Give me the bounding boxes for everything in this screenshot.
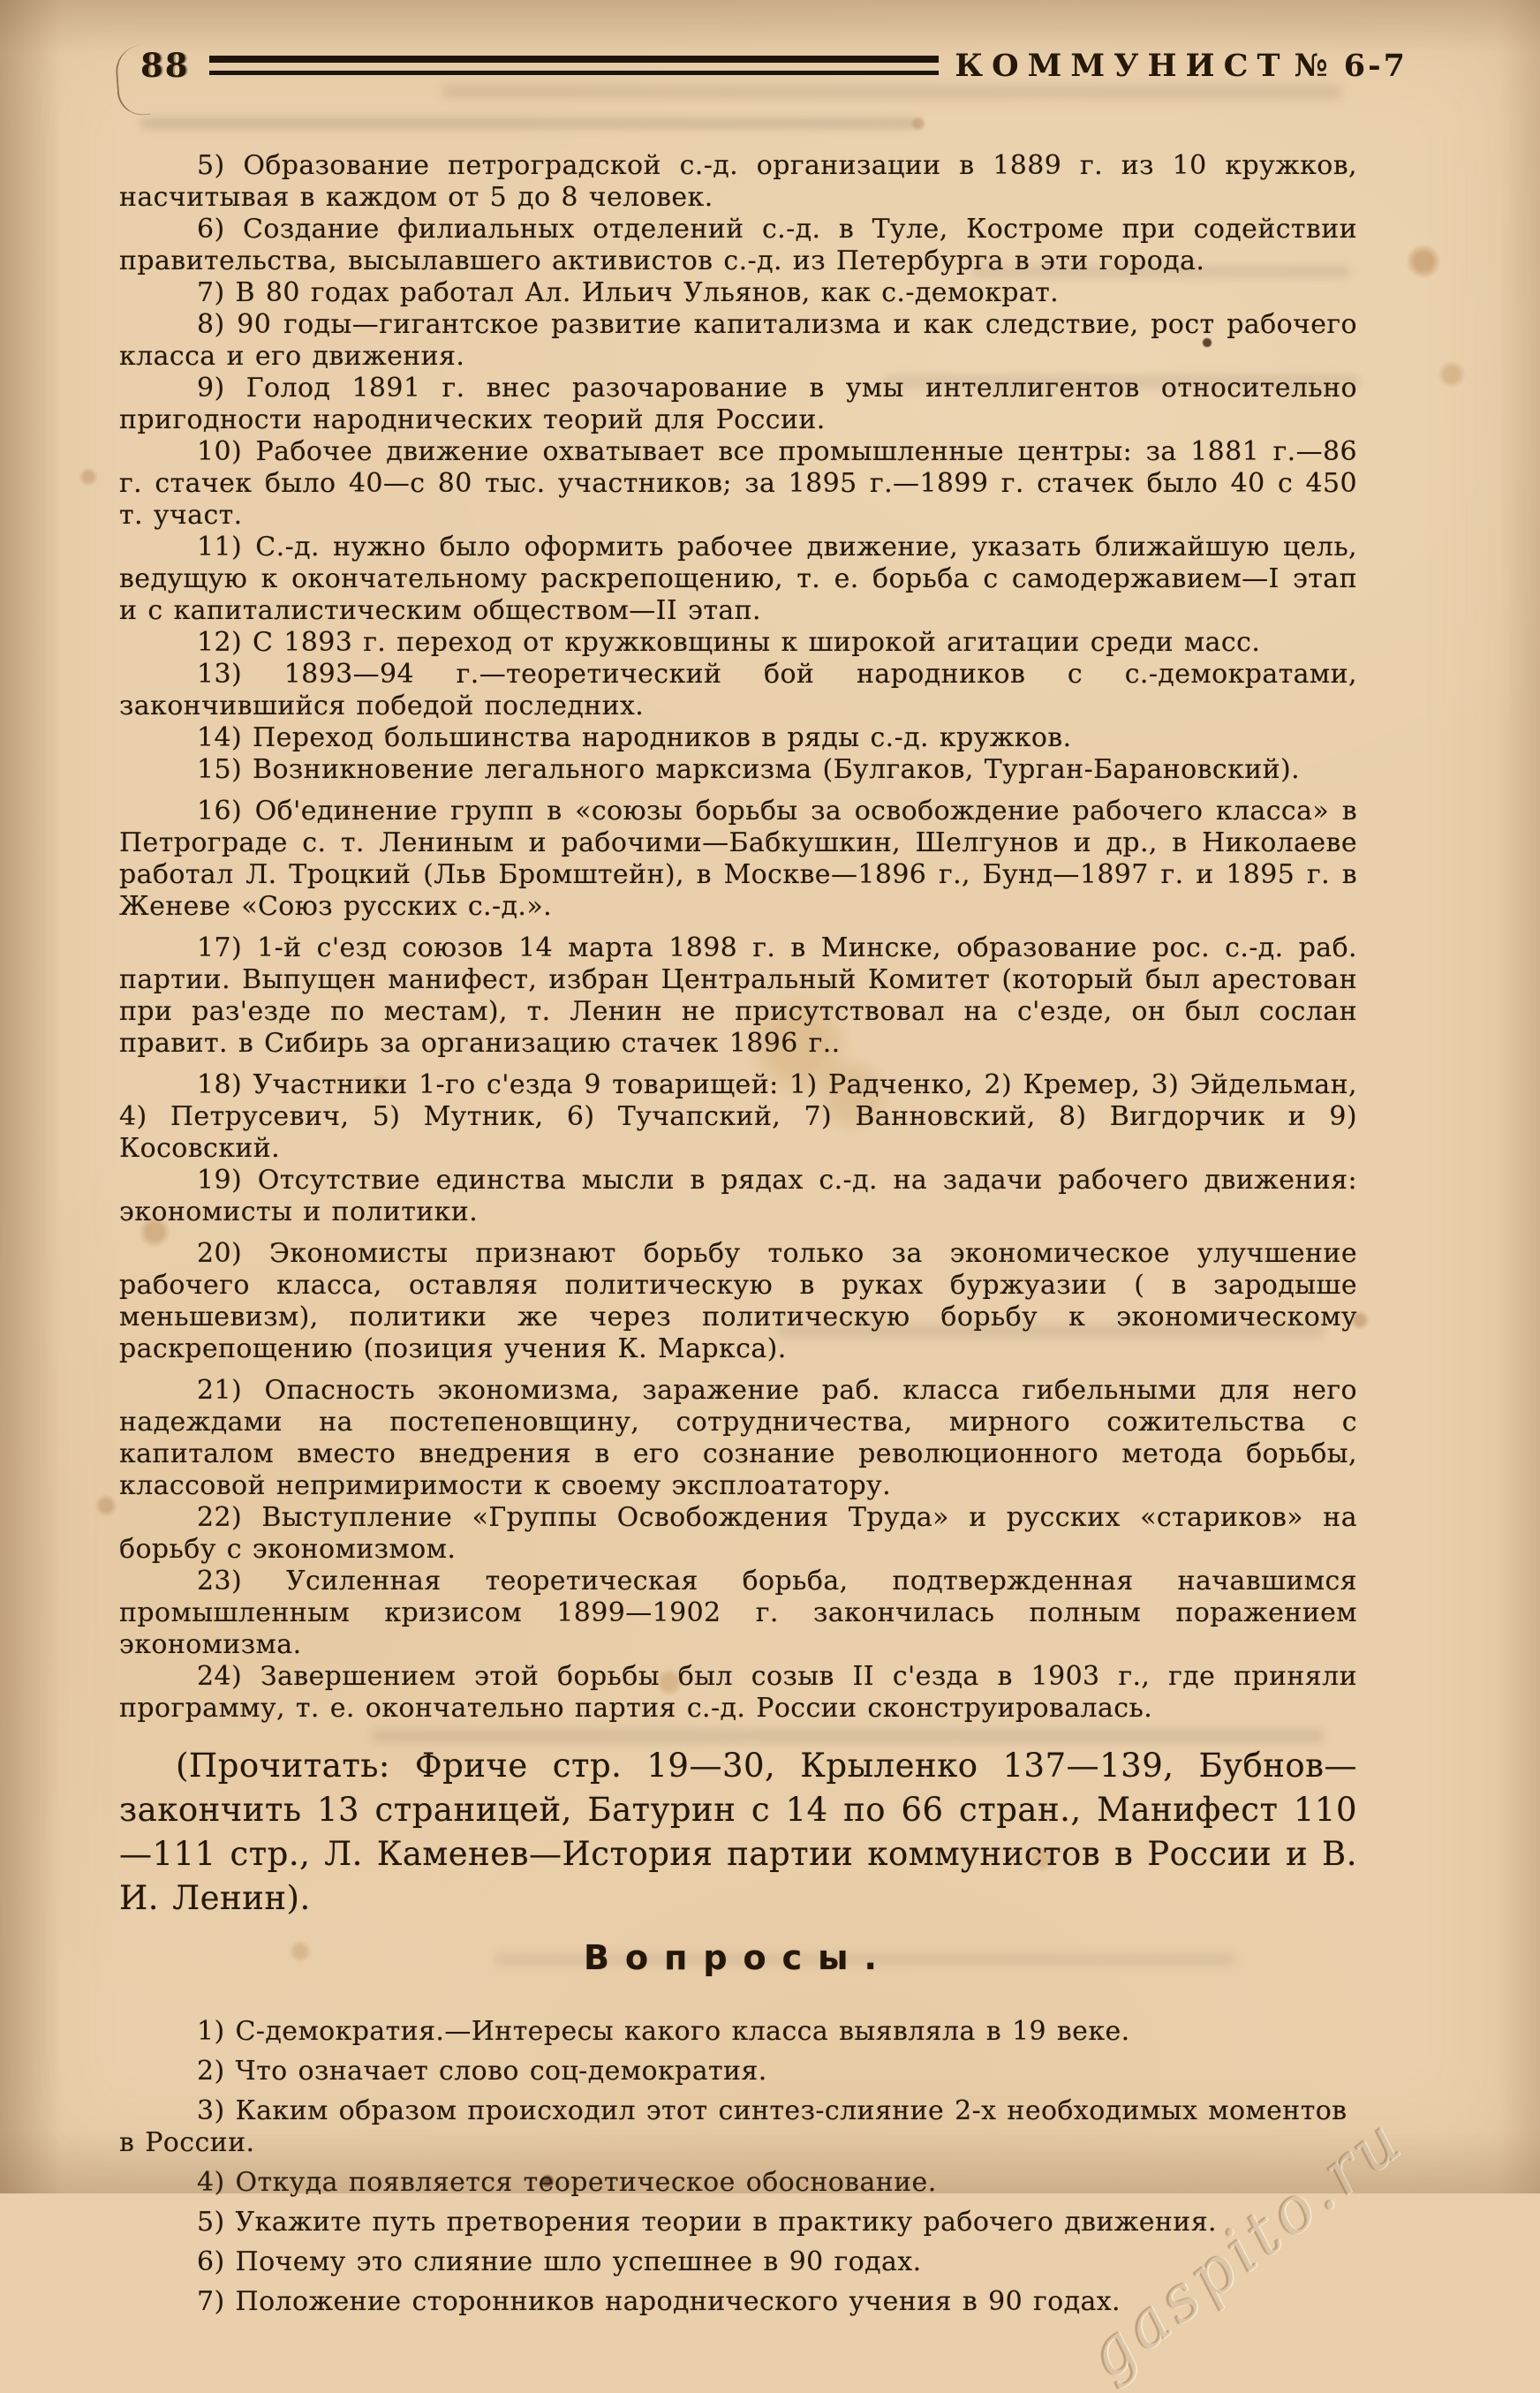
thesis-item: 23) Усиленная теоретическая борьба, подтвержденная начавшимся промышленным кризисом 1899—1902 г. закончилась полным поражением экономизма. (119, 1566, 1357, 1660)
question-item: 3) Каким образом происходил этот синтез-слияние 2-х необходимых моментов в России. (119, 2095, 1348, 2158)
thesis-item: 20) Экономисты признают борьбу только за экономическое улучшение рабочего класса, оставляя политическую в руках буржуазии ( в зародыше меньшевизм), политики же через политическую борьбу к экономическому раскрепощению (позиция учения К. Маркса). (119, 1238, 1357, 1364)
thesis-item: 11) С.-д. нужно было оформить рабочее движение, указать ближайшую цель, ведущую к окончательному раскрепощению, т. е. борьба с самодержавием—I этап и с капиталистическим обществом—II этап. (119, 532, 1357, 626)
thesis-item: 16) Об'единение групп в «союзы борьбы за освобождение рабочего класса» в Петрограде с. т. Лениным и рабочими—Бабкушкин, Шелгунов и др., в Николаеве работал Л. Троцкий (Льв Бромштейн), в Москве—1896 г., Бунд—1897 г. и 1895 г. в Женеве «Союз русских с.-д.». (119, 796, 1357, 922)
page-number: 88 (140, 46, 190, 85)
thesis-item: 12) С 1893 г. переход от кружковщины к широкой агитации среди масс. (197, 627, 1261, 658)
question-item: 7) Положение сторонников народнического учения в 90 годах. (197, 2286, 1121, 2317)
thesis-item: 5) Образование петроградской с.-д. организации в 1889 г. из 10 кружков, насчитывая в каждом от 5 до 8 человек. (119, 150, 1357, 213)
masthead (955, 48, 1408, 84)
thesis-item: 6) Создание филиальных отделений с.-д. в Туле, Костроме при содействии правительства, высылавшего активистов с.-д. из Петербурга в эти города. (119, 214, 1357, 276)
question-item: 6) Почему это слияние шло успешнее в 90 годах. (197, 2246, 922, 2277)
thesis-item: 7) В 80 годах работал Ал. Ильич Ульянов, как с.-демократ. (197, 277, 1060, 308)
page-body (119, 150, 1357, 2326)
header-double-rule (209, 56, 940, 75)
bleed-through-smudge (442, 85, 1342, 99)
bleed-through-smudge (141, 118, 918, 128)
site-watermark: gaspito.ru (1073, 2101, 1418, 2393)
page-header (119, 46, 1408, 85)
thesis-item: 21) Опасность экономизма, заражение раб. класса гибельными для него надеждами на постепеновщину, сотрудничества, мирного сожительства с капиталом вместо внедрения в его сознание революционного метода борьбы, классовой непримиримости к своему эксплоататору. (119, 1375, 1357, 1501)
thesis-item: 9) Голод 1891 г. внес разочарование в умы интеллигентов относительно пригодности народнических теорий для России. (119, 373, 1357, 435)
questions-heading: Вопросы. (584, 1938, 893, 1977)
thesis-item: 14) Переход большинства народников в ряды с.-д. кружков. (197, 722, 1072, 753)
thesis-item: 18) Участники 1-го с'езда 9 товарищей: 1) Радченко, 2) Кремер, 3) Эйдельман, 4) Петрусевич, 5) Мутник, 6) Тучапский, 7) Ванновский, 8) Вигдорчик и 9) Косовский. (119, 1069, 1357, 1164)
masthead-title: КОММУНИСТ (955, 47, 1289, 84)
thesis-item: 17) 1-й с'езд союзов 14 марта 1898 г. в Минске, образование рос. с.-д. раб. партии. Выпущен манифест, избран Центральный Комитет (который был арестован при раз'езде по местам), т. Ленин не присутствовал на с'езде, он был сослан правит. в Сибирь за организацию стачек 1896 г.. (119, 932, 1357, 1059)
issue-number: № 6-7 (1294, 47, 1408, 84)
thesis-item: 13) 1893—94 г.—теоретический бой народников с с.-демократами, закончившийся победой последних. (119, 659, 1357, 721)
thesis-item: 19) Отсутствие единства мысли в рядах с.-д. на задачи рабочего движения: экономисты и политики. (119, 1165, 1357, 1227)
reading-note: (Прочитать: Фриче стр. 19—30, Крыленко 137—139, Бубнов—закончить 13 страницей, Батурин с 14 по 66 стран., Манифест 110—111 стр., Л. Каменев—История партии коммунистов в России и В. И. Ленин). (119, 1747, 1357, 1917)
question-item: 4) Откуда появляется теоретическое обоснование. (197, 2167, 937, 2198)
thesis-item: 22) Выступление «Группы Освобождения Труда» и русских «стариков» на борьбу с экономизмом. (119, 1502, 1357, 1565)
thesis-item: 24) Завершением этой борьбы был созыв II с'езда в 1903 г., где приняли программу, т. е. окончательно партия с.-д. России сконструировалась. (119, 1661, 1357, 1724)
question-item: 5) Укажите путь претворения теории в практику рабочего движения. (197, 2207, 1217, 2238)
thesis-item: 8) 90 годы—гигантское развитие капитализма и как следствие, рост рабочего класса и его движения. (119, 309, 1357, 372)
thesis-item: 10) Рабочее движение охватывает все промышленные центры: за 1881 г.—86 г. стачек было 40—с 80 тыс. участников; за 1895 г.—1899 г. стачек было 40 с 450 т. участ. (119, 436, 1357, 531)
question-item: 1) С-демократия.—Интересы какого класса выявляла в 19 веке. (197, 2016, 1130, 2047)
thesis-item: 15) Возникновение легального марксизма (Булгаков, Турган-Барановский). (197, 754, 1301, 785)
question-item: 2) Что означает слово соц-демократия. (197, 2056, 767, 2087)
